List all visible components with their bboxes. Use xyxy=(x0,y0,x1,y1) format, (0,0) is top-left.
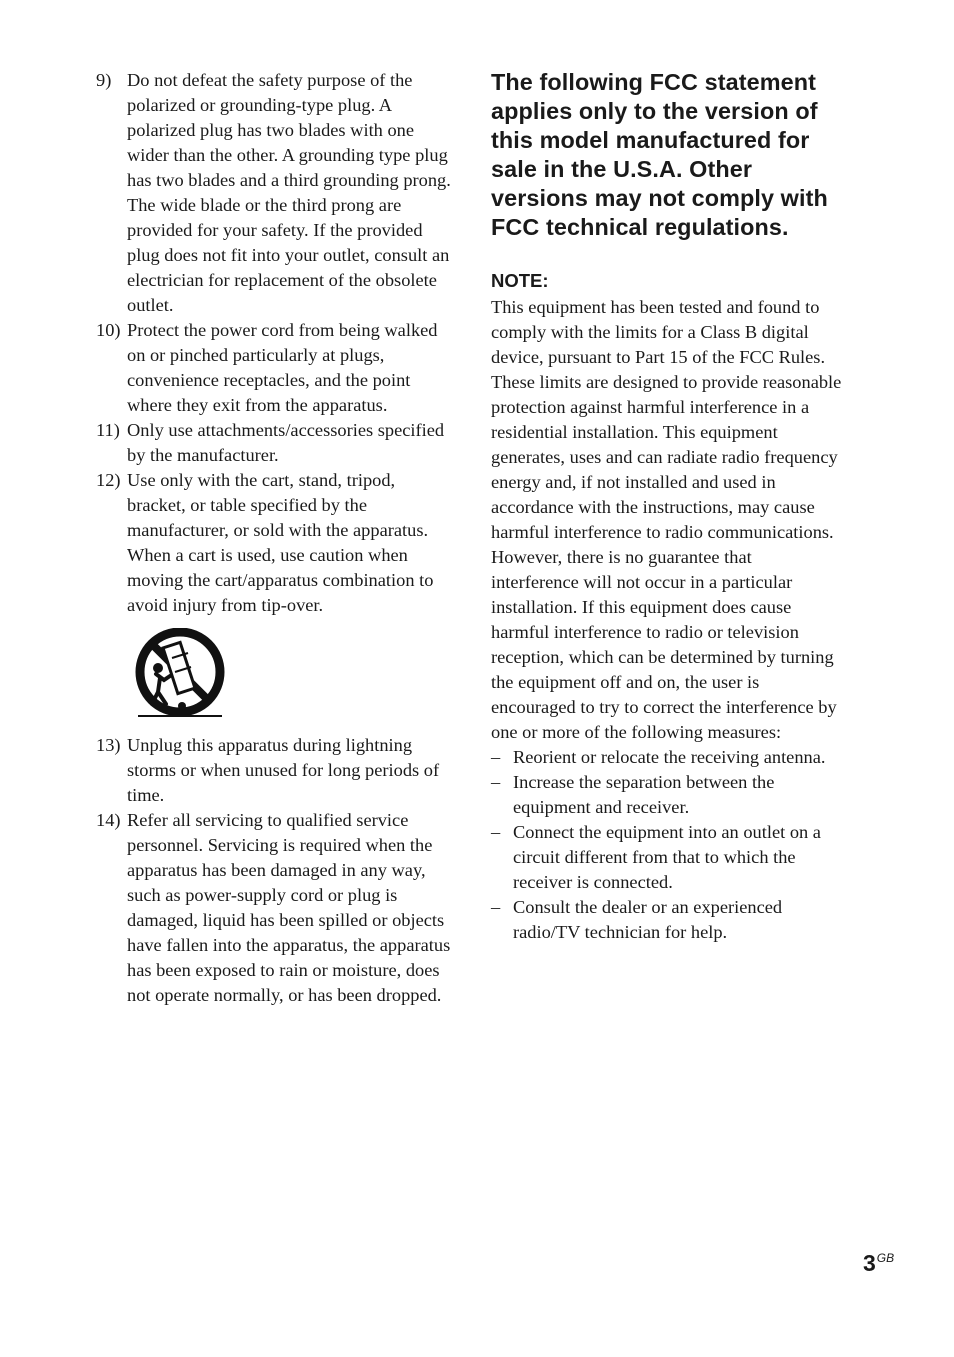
safety-list-b xyxy=(96,733,452,1008)
item-text: Unplug this apparatus during lightning storms or when unused for long periods of time. xyxy=(127,735,440,805)
item-number: 9) xyxy=(96,70,112,90)
measure-text: Increase the separation between the equipment and receiver. xyxy=(513,772,775,817)
list-item xyxy=(491,770,843,820)
safety-item-9 xyxy=(96,68,452,318)
measure-text: Consult the dealer or an experienced radio/TV technician for help. xyxy=(513,897,783,942)
page-number-suffix: GB xyxy=(876,1251,895,1265)
item-text: Only use attachments/accessories specified by the manufacturer. xyxy=(127,420,445,465)
safety-list-a xyxy=(96,68,452,618)
item-number: 13) xyxy=(96,735,121,755)
left-column xyxy=(96,68,452,1008)
page-number xyxy=(863,1250,894,1277)
item-number: 14) xyxy=(96,810,121,830)
safety-item-14 xyxy=(96,808,452,1008)
fcc-body: This equipment has been tested and found to comply with the limits for a Class B digital device, pursuant to Part 15 of the FCC Rules. These limits are designed to provide reasonable protection against harmful interference in a residential installation. This equipment generates, uses and can radiate radio frequency energy and, if not installed and used in accordance with the instructions, may cause harmful interference to radio communications. However, there is no guarantee that interference will not occur in a particular installation. If this equipment does cause harmful interference to radio or television reception, which can be determined by turning the equipment off and on, the user is encouraged to try to correct the interference by one or more of the following measures: xyxy=(491,297,842,742)
list-item xyxy=(491,745,843,770)
safety-item-10 xyxy=(96,318,452,418)
note-label: NOTE: xyxy=(491,270,549,291)
fcc-heading: The following FCC statement applies only to the version of this model manufactured for sale in the U.S.A. Other versions may not comply with FCC technical regulations. xyxy=(491,69,828,240)
item-text: Use only with the cart, stand, tripod, bracket, or table specified by the manufacturer, or sold with the apparatus. When a cart is used, use caution when moving the cart/apparatus combination to avoid injury from tip-over. xyxy=(127,470,434,615)
item-number: 10) xyxy=(96,320,121,340)
measure-text: Connect the equipment into an outlet on a circuit different from that to which the receiver is connected. xyxy=(513,822,821,892)
measure-text: Reorient or relocate the receiving antenna. xyxy=(513,747,826,767)
cart-tip-over-warning-icon xyxy=(134,628,226,720)
measures-list xyxy=(491,745,843,945)
right-column xyxy=(491,68,843,945)
item-text: Protect the power cord from being walked on or pinched particularly at plugs, convenience receptacles, and the point where they exit from the apparatus. xyxy=(127,320,438,415)
item-number: 12) xyxy=(96,470,121,490)
dash-bullet: – xyxy=(491,747,501,767)
dash-bullet: – xyxy=(491,772,501,792)
safety-item-12 xyxy=(96,468,452,618)
safety-item-13 xyxy=(96,733,452,808)
dash-bullet: – xyxy=(491,822,501,842)
list-item xyxy=(491,895,843,945)
page-number-value: 3 xyxy=(863,1250,876,1276)
item-text: Refer all servicing to qualified service personnel. Servicing is required when the apparatus has been damaged in any way, such as power-supply cord or plug is damaged, liquid has been spilled or objects have fallen into the apparatus, the apparatus has been exposed to rain or moisture, does not operate normally, or has been dropped. xyxy=(127,810,451,1005)
list-item xyxy=(491,820,843,895)
safety-item-11 xyxy=(96,418,452,468)
item-text: Do not defeat the safety purpose of the polarized or grounding-type plug. A polarized plug has two blades with one wider than the other. A grounding type plug has two blades and a third grounding prong. The wide blade or the third prong are provided for your safety. If the provided plug does not fit into your outlet, consult an electrician for replacement of the obsolete outlet. xyxy=(127,70,451,315)
dash-bullet: – xyxy=(491,897,501,917)
item-number: 11) xyxy=(96,420,120,440)
